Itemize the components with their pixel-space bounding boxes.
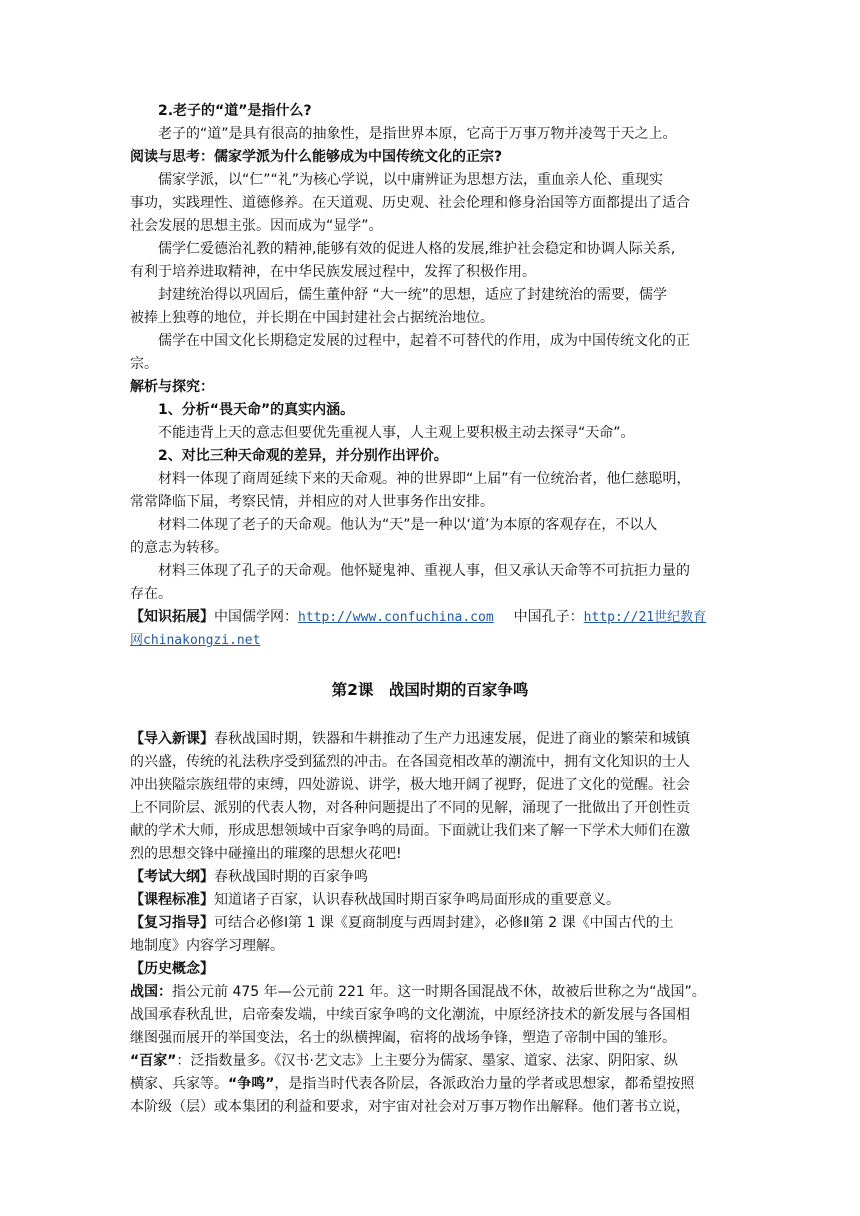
- review-guide-text: 可结合必修Ⅰ第 1 课《夏商制度与西周封建》，必修Ⅱ第 2 课《中国古代的土: [214, 915, 674, 931]
- paragraph-line: 社会发展的思想主张。因而成为“显学”。: [130, 218, 383, 234]
- lesson-title: 第2课 战国时期的百家争鸣: [331, 681, 529, 699]
- paragraph-line: 儒学在中国文化长期稳定发展的过程中，起着不可替代的作用，成为中国传统文化的正: [158, 333, 690, 349]
- paragraph-line: 常常降临下届，考察民情，并相应的对人世事务作出安排。: [130, 494, 494, 510]
- paragraph-line: 的意志为转移。: [130, 540, 228, 556]
- paragraph-line: 事功，实践理性、道德修养。在天道观、历史观、社会伦理和修身治国等方面都提出了适合: [130, 195, 690, 211]
- reading-heading: 阅读与思考：儒家学派为什么能够成为中国传统文化的正宗?: [130, 149, 503, 165]
- question-2-answer: 老子的“道”是具有很高的抽象性，是指世界本原，它高于万事万物并凌驾于天之上。: [158, 126, 677, 142]
- exam-outline-line: [130, 866, 730, 889]
- knowledge-extension-line: [130, 606, 730, 629]
- zhengming-term: “争鸣”: [228, 1076, 275, 1092]
- baijia-term: “百家”: [130, 1053, 177, 1069]
- history-concepts-label: 【历史概念】: [130, 961, 214, 977]
- paragraph-line: 封建统治得以巩固后，儒生董仲舒 “大一统”的思想，适应了封建统治的需要，儒学: [158, 287, 667, 303]
- paragraph-line: 儒学仁爱德治礼教的精神,能够有效的促进人格的发展,维护社会稳定和协调人际关系,: [158, 241, 676, 257]
- analysis-heading: 解析与探究：: [130, 379, 214, 395]
- site-2-link[interactable]: http://21世纪教育: [583, 610, 707, 625]
- course-standard-text: 知道诸子百家，认识春秋战国时期百家争鸣局面形成的重要意义。: [214, 892, 620, 908]
- paragraph-line: 儒家学派，以“仁”“礼”为核心学说，以中庸辨证为思想方法，重血亲人伦、重现实: [158, 172, 664, 188]
- intro-text: 春秋战国时期，铁器和牛耕推动了生产力迅速发展，促进了商业的繁荣和城镇: [214, 731, 690, 747]
- paragraph-line: 战国承春秋乱世，启帝秦发端，中续百家争鸣的文化潮流，中原经济技术的新发展与各国相: [130, 1007, 690, 1023]
- site-1-link[interactable]: http://www.confuchina.com: [298, 610, 494, 625]
- intro-line: [130, 728, 730, 751]
- baijia-text-cont: 横家、兵家等。: [130, 1076, 228, 1092]
- paragraph-line: 献的学术大师，形成思想领域中百家争鸣的局面。下面就让我们来了解一下学术大师们在激: [130, 823, 690, 839]
- course-standard-label: 【课程标准】: [130, 892, 214, 908]
- review-guide-line: [130, 912, 730, 935]
- paragraph-line: 有利于培养进取精神，在中华民族发展过程中，发挥了积极作用。: [130, 264, 536, 280]
- zhanguo-text: 指公元前 475 年—公元前 221 年。这一时期各国混战不休，故被后世称之为“战国”。: [172, 984, 706, 1000]
- site-2-link-cont[interactable]: 网chinakongzi.net: [130, 633, 261, 648]
- document-page: [130, 100, 730, 1119]
- zhanguo-definition: [130, 981, 730, 1004]
- analysis-answer-1: 不能违背上天的意志但要优先重视人事，人主观上要积极主动去探寻“天命”。: [158, 425, 635, 441]
- paragraph-line: 继图强而展开的举国变法，名士的纵横捭阖，宿将的战场争锋，塑造了帝制中国的雏形。: [130, 1030, 676, 1046]
- exam-outline-label: 【考试大纲】: [130, 869, 214, 885]
- paragraph-line: 上不同阶层、派别的代表人物，对各种问题提出了不同的见解，涌现了一批做出了开创性贡: [130, 800, 690, 816]
- exam-outline-text: 春秋战国时期的百家争鸣: [214, 869, 368, 885]
- zhengming-definition: [130, 1073, 730, 1096]
- course-standard-line: [130, 889, 730, 912]
- question-2-heading: 2.老子的“道”是指什么?: [158, 103, 312, 119]
- paragraph-line: 被捧上独尊的地位，并长期在中国封建社会占据统治地位。: [130, 310, 494, 326]
- site-1-name: 中国儒学网：: [214, 609, 298, 625]
- paragraph-line: 冲出狭隘宗族纽带的束缚，四处游说、讲学，极大地开阔了视野，促进了文化的觉醒。社会: [130, 777, 690, 793]
- paragraph-line: 的兴盛，传统的礼法秩序受到猛烈的冲击。在各国竞相改革的潮流中，拥有文化知识的士人: [130, 754, 690, 770]
- site-2-name: 中国孔子：: [513, 609, 584, 625]
- zhanguo-term: 战国：: [130, 984, 172, 1000]
- intro-label: 【导入新课】: [130, 731, 214, 747]
- paragraph-line: 烈的思想交锋中碰撞出的璀璨的思想火花吧!: [130, 846, 402, 862]
- paragraph-line: 材料三体现了孔子的天命观。他怀疑鬼神、重视人事，但又承认天命等不可抗拒力量的: [158, 563, 690, 579]
- paragraph-line: 材料一体现了商周延续下来的天命观。神的世界即“上届”有一位统治者，他仁慈聪明，: [158, 471, 691, 487]
- analysis-question-2: 2、对比三种天命观的差异，并分别作出评价。: [158, 448, 448, 464]
- zhengming-text: ，是指当时代表各阶层，各派政治力量的学者或思想家，都希望按照: [274, 1076, 695, 1092]
- paragraph-line: 宗。: [130, 356, 158, 372]
- analysis-question-1: 1、分析“畏天命”的真实内涵。: [158, 402, 355, 418]
- baijia-definition: [130, 1050, 730, 1073]
- paragraph-line: 材料二体现了老子的天命观。他认为“天”是一种以‘道’为本原的客观存在，不以人: [158, 517, 658, 533]
- paragraph-line: 本阶级（层）或本集团的利益和要求，对宇宙对社会对万事万物作出解释。他们著书立说，: [130, 1099, 690, 1115]
- knowledge-extension-label: 【知识拓展】: [130, 609, 214, 625]
- paragraph-line: 地制度》内容学习理解。: [130, 938, 284, 954]
- paragraph-line: 存在。: [130, 586, 172, 602]
- review-guide-label: 【复习指导】: [130, 915, 214, 931]
- baijia-text: ：泛指数量多。《汉书·艺文志》上主要分为儒家、墨家、道家、法家、阴阳家、纵: [176, 1053, 678, 1069]
- knowledge-extension-line-2: [130, 629, 730, 652]
